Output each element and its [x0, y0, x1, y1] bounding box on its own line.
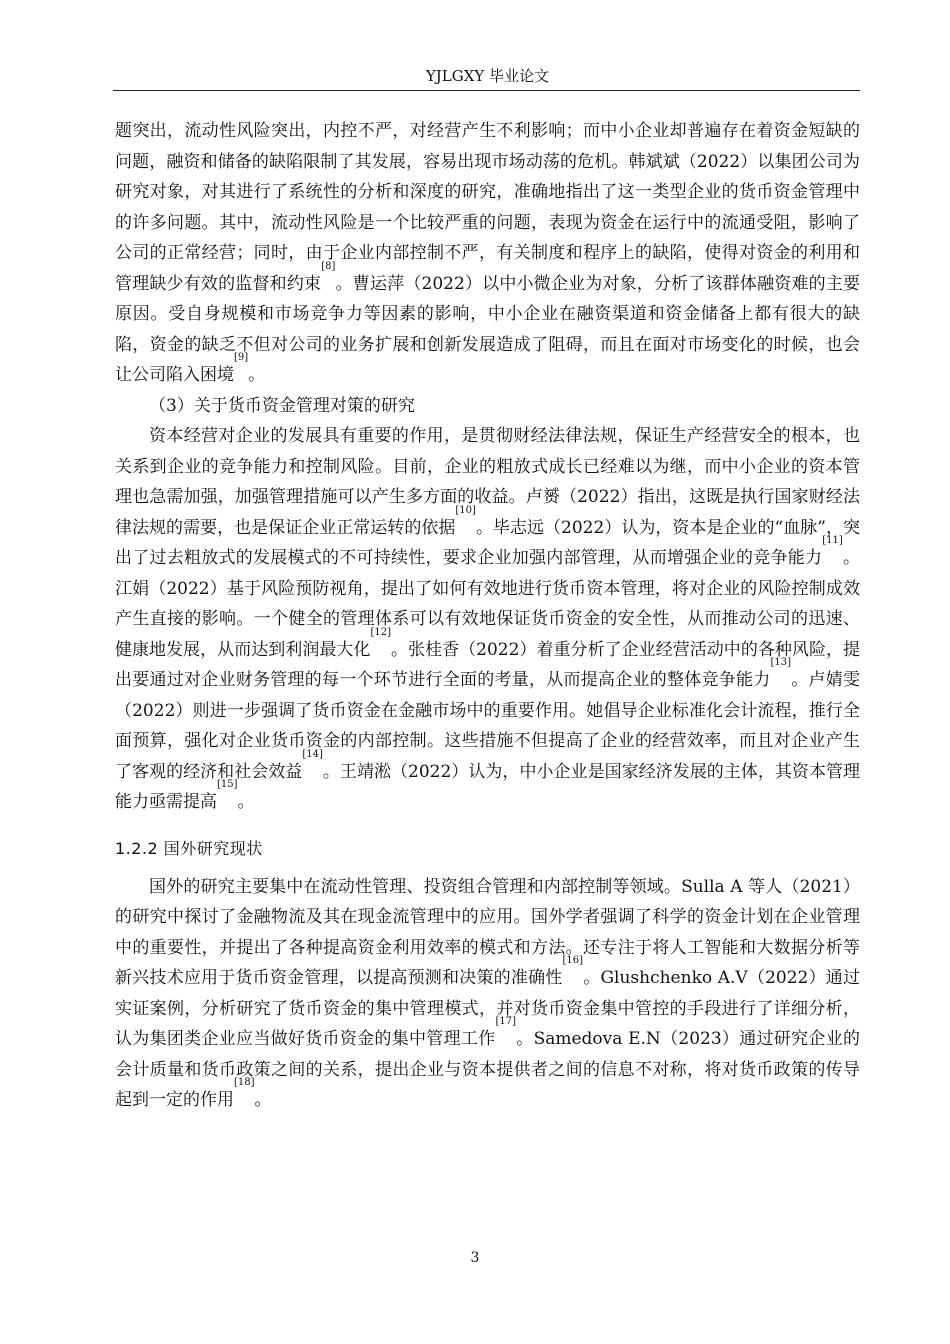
paragraph-text: 。毕志远（2022）认为，资本是企业的“血脉”，突出了过去粗放式的发展模式的不可持续性，要求企业加强内部管理，从而增强企业的竞争能力: [115, 517, 860, 568]
paragraph-text: 题突出，流动性风险突出，内控不严，对经营产生不利影响；而中小企业却普遍存在着资金短缺的问题，融资和储备的缺陷限制了其发展，容易出现市场动荡的危机。韩斌斌（2022）以集团公司为研究对象，对其进行了系统性的分析和深度的研究，准确地指出了这一类型企业的货币资金管理中的许多问题。其中，流动性风险是一个比较严重的问题，表现为资金在运行中的流通受阻，影响了公司的正常经营；同时，由于企业内部控制不严，有关制度和程序上的缺陷，使得对资金的利用和管理缺少有效的监督和约束: [115, 121, 860, 294]
paragraph-text: 。张桂香（2022）着重分析了企业经营活动中的各种风险，提出要通过对企业财务管理的每一个环节进行全面的考量，从而提高企业的整体竞争能力: [115, 639, 861, 690]
paragraph-text: 。曹运萍（2022）以中小微企业为对象，分析了该群体融资难的主要原因。受自身规模和市场竞争力等因素的影响，中小企业在融资渠道和资金储备上都有很大的缺陷，资金的缺乏不但对公司的业务扩展和创新发展造成了阻碍，而且在面对市场变化的时候，也会让公司陷入困境: [115, 273, 861, 385]
paragraph-domestic-problems: [115, 116, 860, 391]
header-divider: [113, 90, 860, 91]
paragraph-text: 。Samedova E.N（2023）通过研究企业的会计质量和货币政策之间的关系，提出企业与资本提供者之间的信息不对称，将对货币政策的传导起到一定的作用: [115, 1029, 860, 1110]
paragraph-text: 。卢婧雯（2022）则进一步强调了货币资金在金融市场中的重要作用。她倡导企业标准化会计流程，推行全面预算，强化对企业货币资金的内部控制。这些措施不但提高了企业的经营效率，而且对企业产生了客观的经济和社会效益: [115, 670, 861, 782]
paragraph-text: 。Glushchenko A.V（2022）通过实证案例，分析研究了货币资金的集中管理模式，并对货币资金集中管控的手段进行了详细分析，认为集团类企业应当做好货币资金的集中管理工作: [115, 968, 861, 1049]
paragraph-foreign-research: [115, 872, 860, 1116]
paragraph-text: 。: [237, 792, 255, 812]
paragraph-text: 国外的研究主要集中在流动性管理、投资组合管理和内部控制等领域。Sulla A 等人（2021）的研究中探讨了金融物流及其在现金流管理中的应用。国外学者强调了科学的资金计划在企业管理中的重要性，并提出了各种提高资金利用效率的模式和方法。还专注于将人工智能和大数据分析等新兴技术应用于货币资金管理，以提高预测和决策的准确性: [115, 876, 860, 988]
document-body: [115, 116, 860, 1116]
citation-ref: [14]: [302, 748, 323, 760]
paragraph-countermeasures: [115, 421, 860, 818]
citation-ref: [9]: [234, 352, 249, 363]
citation-ref: [8]: [321, 260, 336, 272]
citation-ref: [11]: [822, 535, 843, 546]
citation-ref: [18]: [234, 1077, 255, 1088]
citation-ref: [12]: [370, 626, 391, 638]
page-header: YJLGXY 毕业论文: [425, 67, 550, 85]
citation-ref: [17]: [495, 1016, 516, 1027]
paragraph-text: 。王靖淞（2022）认为，中小企业是国家经济发展的主体，其资本管理能力亟需提高: [115, 761, 861, 812]
paragraph-text: 。江娟（2022）基于风险预防视角，提出了如何有效地进行货币资本管理，将对企业的风险控制成效产生直接的影响。一个健全的管理体系可以有效地保证货币资金的安全性，从而推动公司的迅速、健康地发展，从而达到利润最大化: [115, 548, 860, 660]
subsection-heading: （3）关于货币资金管理对策的研究: [149, 395, 415, 416]
citation-ref: [16]: [562, 955, 584, 966]
page-number: 3: [470, 1250, 480, 1266]
paragraph-text: 资本经营对企业的发展具有重要的作用，是贯彻财经法律法规，保证生产经营安全的根本，也关系到企业的竞争能力和控制风险。目前，企业的粗放式成长已经难以为继，而中小企业的资本管理也急需加强，加强管理措施可以产生多方面的收益。卢赟（2022）指出，这既是执行国家财经法律法规的需要，也是保证企业正常运转的依据: [115, 426, 860, 538]
citation-ref: [10]: [455, 504, 476, 516]
citation-ref: [13]: [770, 657, 792, 668]
paragraph-text: 。: [254, 1090, 272, 1110]
section-heading: 1.2.2 国外研究现状: [115, 838, 263, 858]
citation-ref: [15]: [217, 779, 238, 790]
paragraph-text: 。: [248, 365, 266, 385]
